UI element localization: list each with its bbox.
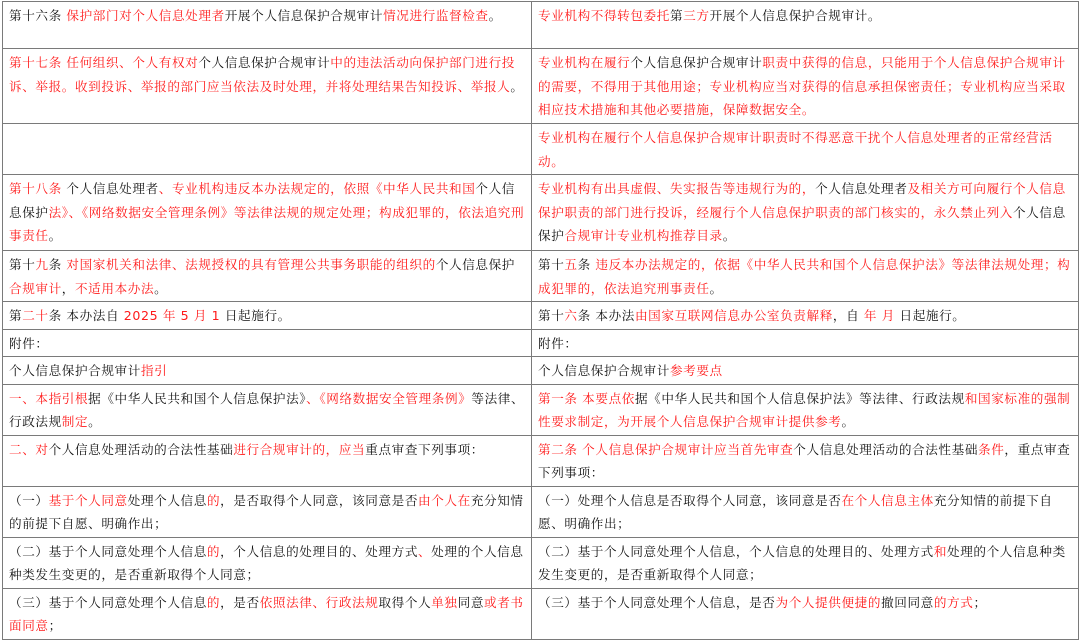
cell-text: 附件： bbox=[9, 335, 49, 351]
changed-text: 2025 年 5 月 1 bbox=[119, 308, 225, 323]
cell-text: 等法律、行政法规 bbox=[9, 390, 525, 429]
changed-text: 保护部门 bbox=[66, 8, 120, 23]
cell-text: 个人信息保护合规审计 bbox=[9, 363, 141, 378]
changed-text: 制定 bbox=[61, 414, 89, 429]
changed-text: 由个人在 bbox=[418, 492, 471, 508]
changed-text: 个人有权对 bbox=[132, 55, 199, 70]
changed-text: 条件 bbox=[978, 441, 1005, 457]
cell-text: 个人信息处理活动的合法性基础 bbox=[793, 441, 979, 457]
cell-text: 处理的个人信息种类发生变更的，是否重新取得个人同意； bbox=[9, 543, 524, 582]
changed-text: 年 月 bbox=[863, 308, 900, 323]
table-row bbox=[3, 49, 1079, 124]
table-row bbox=[3, 384, 1079, 435]
changed-text: 第十七条 任何组织、 bbox=[9, 55, 133, 70]
table-row bbox=[3, 175, 1079, 251]
cell-text: 个人信息保护 bbox=[538, 204, 1066, 243]
cell-text: 开展个人信息保护合规审计。 bbox=[709, 8, 882, 23]
right-cell bbox=[532, 329, 1079, 357]
cell-text: 。 bbox=[488, 8, 502, 23]
changed-text: 参考要点 bbox=[669, 363, 723, 378]
cell-text: 个人信息处理者 bbox=[815, 181, 908, 196]
changed-text: 第十八条 bbox=[9, 181, 67, 196]
left-cell bbox=[3, 537, 532, 588]
cell-text: ， bbox=[61, 280, 75, 296]
cell-text: （二）基于个人同意处理个人信息，个人信息的处理目的、处理方式 bbox=[538, 543, 934, 559]
cell-text: （三）基于个人同意处理个人信息，是否 bbox=[538, 594, 776, 610]
cell-text: 重点审查下列事项： bbox=[365, 441, 484, 457]
left-cell bbox=[3, 329, 532, 357]
changed-text: 对国家机关和法律、法规授权的具有管理公共事务职能的组织的 bbox=[66, 257, 436, 272]
table-row bbox=[3, 588, 1079, 639]
cell-text: 第十六条 bbox=[9, 8, 67, 23]
cell-text: （三）基于个人同意处理个人信息 bbox=[9, 594, 207, 610]
changed-text: 中的违法活动向保护部门进行投诉、举报。收到投诉、举报的部门应当依法及时处理，并将处理结果告知投诉、举报人 bbox=[9, 55, 515, 94]
cell-text: 充分知情的前提下自愿、明确作出； bbox=[9, 492, 524, 531]
cell-text: 开展个人信息保护合规审计 bbox=[224, 8, 384, 23]
right-cell bbox=[532, 384, 1079, 435]
cell-text: ； bbox=[973, 594, 987, 610]
right-cell bbox=[532, 588, 1079, 639]
changed-text: 情况进行监督检查 bbox=[383, 8, 489, 23]
changed-text: 的方式 bbox=[933, 594, 974, 610]
changed-text: 、 bbox=[418, 543, 432, 559]
changed-text: 和 bbox=[933, 543, 948, 559]
table-row bbox=[3, 329, 1079, 357]
changed-text: 基于个人同意 bbox=[48, 492, 128, 508]
changed-text: 指引 bbox=[140, 363, 168, 378]
left-cell bbox=[3, 175, 532, 251]
changed-text: 的 bbox=[206, 594, 221, 610]
changed-text: 合规审计专业机构推荐目录 bbox=[564, 228, 723, 243]
right-cell bbox=[532, 357, 1079, 385]
cell-text: 。 bbox=[154, 280, 168, 296]
cell-text: ； bbox=[48, 618, 62, 633]
changed-text: 的 bbox=[206, 492, 221, 508]
changed-text: 在个人信息主体 bbox=[841, 492, 934, 508]
cell-text: 日起施行。 bbox=[224, 308, 291, 323]
cell-text: 个人信息保护 bbox=[435, 257, 516, 272]
changed-text: 依照法律、行政法规 bbox=[259, 594, 379, 610]
cell-text: （二）基于个人同意处理个人信息 bbox=[9, 543, 207, 559]
cell-text: 条 本办法自 bbox=[48, 308, 120, 323]
left-cell bbox=[3, 302, 532, 330]
changed-text: 对个人信息处理者 bbox=[119, 8, 225, 23]
left-cell bbox=[3, 384, 532, 435]
changed-text: 三方 bbox=[683, 8, 710, 23]
changed-text: 专业机构有出具虚假、失实报告等违规行为的， bbox=[538, 181, 816, 196]
cell-text: 据《中华人民共和国个人信息保护法》 bbox=[88, 390, 307, 406]
cell-text: 撤回同意 bbox=[881, 594, 934, 610]
cell-text: 第十 bbox=[538, 308, 565, 323]
left-cell bbox=[3, 588, 532, 639]
cell-text: ，是否取得个人同意，该同意是否 bbox=[220, 492, 419, 508]
cell-text: （一）处理个人信息是否取得个人同意，该同意是否 bbox=[538, 492, 842, 508]
left-cell bbox=[3, 124, 532, 175]
cell-text: ，个人信息的处理目的、处理方式 bbox=[220, 543, 419, 559]
cell-text: 。 bbox=[841, 414, 855, 429]
cell-text: 个人信息保护 bbox=[9, 181, 515, 220]
changed-text: 二十 bbox=[22, 308, 49, 323]
left-cell bbox=[3, 435, 532, 486]
cell-text: 个人信息处理者 bbox=[66, 181, 159, 196]
cell-text: 条 bbox=[577, 257, 596, 272]
cell-text: 。 bbox=[48, 228, 62, 243]
changed-text: 由国家互联网信息办公室负责解释 bbox=[634, 308, 833, 323]
cell-text: 个人信息保护合规审计 bbox=[538, 363, 670, 378]
cell-text: 处理的个人信息种类发生变更的，是否重新取得个人同意； bbox=[538, 543, 1066, 582]
changed-text: 第一条 本要点依 bbox=[538, 390, 635, 406]
comparison-table bbox=[2, 1, 1079, 640]
changed-text: 专业机构在履行个人信息保护合规审计职责时不得恶意干扰个人信息处理者的正常经营活动。 bbox=[538, 130, 1053, 169]
cell-text: （一） bbox=[9, 492, 49, 508]
right-cell bbox=[532, 537, 1079, 588]
left-cell bbox=[3, 251, 532, 302]
cell-text: 取得个人 bbox=[378, 594, 432, 610]
changed-text: 法》、《网络数据安全管理条例》等法律法规的规定处理；构成犯罪的，依法追究刑事责任 bbox=[9, 204, 525, 243]
changed-text: 一、本指引根 bbox=[9, 390, 89, 406]
right-cell bbox=[532, 251, 1079, 302]
changed-text: 五 bbox=[564, 257, 578, 272]
changed-text: 不适用本办法 bbox=[74, 280, 155, 296]
cell-text: 充分知情的前提下自愿、明确作出； bbox=[538, 492, 1053, 531]
right-cell bbox=[532, 124, 1079, 175]
cell-text: 据《中华人民共和国个人信息保护法》等法律、行政法规 bbox=[634, 390, 965, 406]
changed-text: 二、对 bbox=[9, 441, 49, 457]
cell-text: 第十 bbox=[538, 257, 565, 272]
cell-text: 个人信息处理活动的合法性基础 bbox=[48, 441, 234, 457]
right-cell bbox=[532, 435, 1079, 486]
cell-text: 附件： bbox=[538, 335, 578, 351]
table-row bbox=[3, 2, 1079, 49]
changed-text: 六 bbox=[564, 308, 578, 323]
comparison-document bbox=[2, 1, 1078, 640]
right-cell bbox=[532, 2, 1079, 49]
table-row bbox=[3, 302, 1079, 330]
changed-text: 专业机构不得转包委托 bbox=[538, 8, 670, 23]
right-cell bbox=[532, 486, 1079, 537]
left-cell bbox=[3, 486, 532, 537]
cell-text: 。 bbox=[722, 228, 736, 243]
left-cell bbox=[3, 49, 532, 124]
right-cell bbox=[532, 302, 1079, 330]
changed-text: 及相关方可向履行个人信息保护职责的部门进行投诉，经履行个人信息保护职责的部门核实的，永久禁止列入 bbox=[538, 181, 1066, 220]
cell-text: 条 本办法 bbox=[577, 308, 635, 323]
cell-text: 个人信息保护合规审计 bbox=[198, 55, 331, 70]
table-row bbox=[3, 251, 1079, 302]
changed-text: 的 bbox=[206, 543, 221, 559]
cell-text: ，自 bbox=[832, 308, 864, 323]
cell-text: ，重点审查下列事项： bbox=[538, 441, 1071, 480]
cell-text: 第 bbox=[9, 308, 23, 323]
changed-text: 和国家标准的强制性要求制定，为开展个人信息保护合规审计提供参考 bbox=[538, 390, 1071, 429]
changed-text: 单独 bbox=[431, 594, 458, 610]
table-row bbox=[3, 124, 1079, 175]
right-cell bbox=[532, 175, 1079, 251]
cell-text: 同意 bbox=[457, 594, 485, 610]
cell-text: 。 bbox=[709, 280, 723, 296]
table-row bbox=[3, 537, 1079, 588]
left-cell bbox=[3, 2, 532, 49]
cell-text: 。 bbox=[88, 414, 102, 429]
cell-text: 日起施行。 bbox=[899, 308, 966, 323]
cell-text: 第十 bbox=[9, 257, 36, 272]
cell-text: 条 bbox=[48, 257, 67, 272]
table-row bbox=[3, 486, 1079, 537]
changed-text: 或者书面同意 bbox=[9, 594, 524, 633]
cell-text: 个人信息保护合规审计 bbox=[630, 55, 763, 70]
changed-text: 第二条 个人信息保护合规审计应当首先审查 bbox=[538, 441, 794, 457]
table-row bbox=[3, 357, 1079, 385]
changed-text: 专业机构在履行 bbox=[538, 55, 631, 70]
changed-text: 、专业机构违反本办法规定的，依照《中华人民共和国 bbox=[158, 181, 476, 196]
left-cell bbox=[3, 357, 532, 385]
changed-text: 为个人提供便捷的 bbox=[775, 594, 882, 610]
changed-text: 进行合规审计的，应当 bbox=[233, 441, 366, 457]
changed-text: 违反本办法规定的，依据《中华人民共和国个人信息保护法》等法律法规处理；构成犯罪的，依法追究刑事责任 bbox=[538, 257, 1071, 296]
cell-text: 处理个人信息 bbox=[127, 492, 207, 508]
cell-text: ，是否 bbox=[220, 594, 260, 610]
right-cell bbox=[532, 49, 1079, 124]
cell-text: 。 bbox=[510, 78, 524, 94]
table-row bbox=[3, 435, 1079, 486]
changed-text: 九 bbox=[35, 257, 49, 272]
changed-text: 、《网络数据安全管理条例》 bbox=[306, 390, 472, 406]
changed-text: 职责中获得的信息，只能用于个人信息保护合规审计的需要，不得用于其他用途；专业机构应当对获得的信息承担保密责任；专业机构应当采取相应技术措施和其他必要措施，保障数据安全。 bbox=[538, 55, 1066, 117]
changed-text: 合规审计 bbox=[9, 280, 62, 296]
cell-text: 第 bbox=[669, 8, 684, 23]
